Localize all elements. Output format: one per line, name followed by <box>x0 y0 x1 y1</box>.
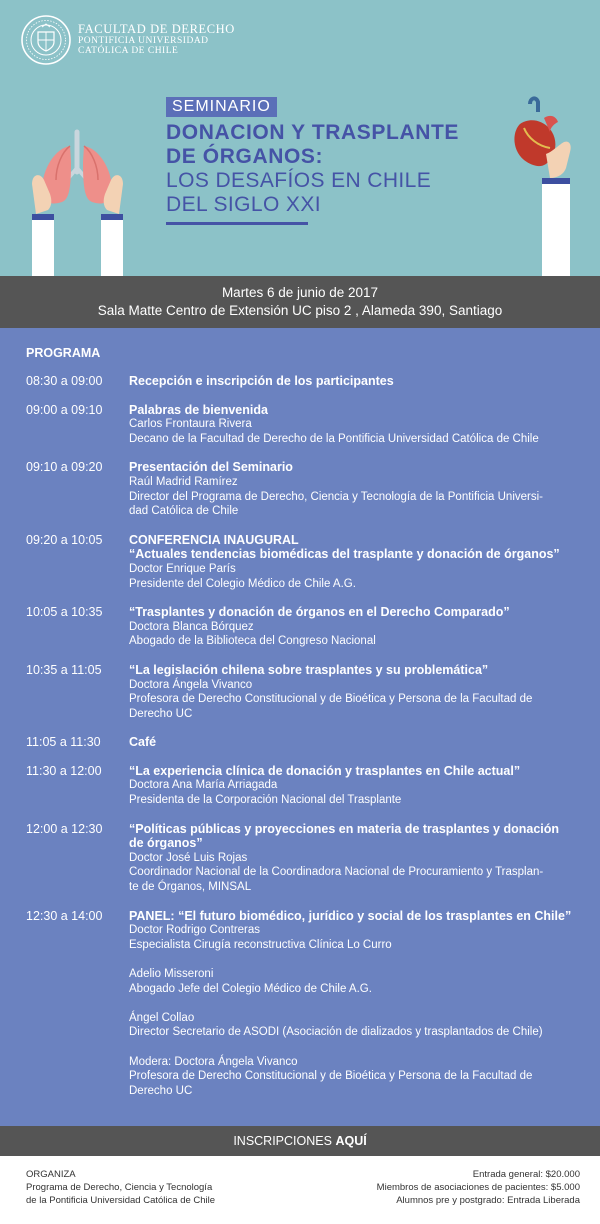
seminar-tag: SEMINARIO <box>166 97 277 117</box>
program-line: Modera: Doctora Ángela Vivanco <box>129 1055 298 1068</box>
footer-organizer <box>26 1168 215 1207</box>
program-line: Doctora Ángela Vivanco <box>129 678 253 691</box>
logo-line-3: CATÓLICA DE CHILE <box>78 45 179 56</box>
footer-price-line: Alumnos pre y postgrado: Entrada Liberada <box>396 1195 580 1206</box>
event-venue: Sala Matte Centro de Extensión UC piso 2 , Alameda 390, Santiago <box>97 303 503 318</box>
program-details <box>129 605 574 649</box>
program-details <box>129 403 574 447</box>
program-details <box>129 735 574 750</box>
lungs-illustration-icon <box>30 128 125 276</box>
title-line-2: DE ÓRGANOS: <box>166 145 324 168</box>
program-title: PANEL: “El futuro biomédico, jurídico y social de los trasplantes en Chile” <box>129 908 572 923</box>
program-heading: PROGRAMA <box>26 346 101 360</box>
registration-bar[interactable] <box>0 1126 600 1156</box>
program-subtitle: “Actuales tendencias biomédicas del trasplante y donación de órganos” <box>129 547 560 562</box>
program-time: 09:10 a 09:20 <box>26 460 103 475</box>
program-details <box>129 822 574 895</box>
program-line: Abogado de la Biblioteca del Congreso Nacional <box>129 635 376 648</box>
program-title: “La legislación chilena sobre trasplantes y su problemática” <box>129 662 489 677</box>
program-title: Presentación del Seminario <box>129 460 293 475</box>
program-title: Recepción e inscripción de los participantes <box>129 374 394 388</box>
program-details <box>129 663 574 721</box>
program-item <box>26 403 574 447</box>
program-item <box>26 460 574 518</box>
program-spacer <box>129 996 574 1011</box>
program-line: te de Órganos, MINSAL <box>129 881 252 894</box>
program-item <box>26 374 574 389</box>
program-line: Director Secretario de ASODI (Asociación de dializados y trasplantados de Chile) <box>129 1026 543 1039</box>
program-section <box>0 328 600 1126</box>
footer-left-line: de la Pontificia Universidad Católica de Chile <box>26 1195 216 1206</box>
program-time: 08:30 a 09:00 <box>26 374 103 388</box>
seminar-title-block <box>166 97 459 225</box>
footer-left-line: ORGANIZA <box>26 1169 76 1180</box>
program-line: Adelio Misseroni <box>129 968 214 980</box>
program-line: Derecho UC <box>129 707 193 720</box>
program-line: Raúl Madrid Ramírez <box>129 475 238 488</box>
title-underline <box>166 222 308 225</box>
logo-line-1: FACULTAD DE DERECHO <box>78 22 235 37</box>
program-subtitle: de órganos” <box>129 836 203 851</box>
program-details <box>129 909 574 1099</box>
program-details <box>129 374 574 389</box>
program-line: Director del Programa de Derecho, Ciencia y Tecnología de la Pontificia Universi- <box>129 490 543 503</box>
footer-prices <box>377 1168 580 1207</box>
program-line: Doctora Ana María Arriagada <box>129 779 278 792</box>
program-item <box>26 764 574 808</box>
program-details <box>129 533 574 591</box>
program-spacer <box>129 952 574 967</box>
program-line: Abogado Jefe del Colegio Médico de Chile A.G. <box>129 982 372 995</box>
program-line: Doctora Blanca Bórquez <box>129 620 254 633</box>
program-time: 12:30 a 14:00 <box>26 908 103 923</box>
program-details <box>129 764 574 808</box>
program-time: 11:05 a 11:30 <box>26 735 101 750</box>
footer-price-line: Miembros de asociaciones de pacientes: $5.000 <box>376 1182 580 1193</box>
program-time: 10:05 a 10:35 <box>26 605 103 620</box>
program-line: dad Católica de Chile <box>129 505 239 518</box>
program-line: Decano de la Facultad de Derecho de la Pontificia Universidad Católica de Chile <box>129 432 539 445</box>
footer-left-line: Programa de Derecho, Ciencia y Tecnología <box>26 1182 213 1193</box>
university-logo <box>20 14 235 66</box>
title-line-1: DONACION Y TRASPLANTE <box>166 121 460 144</box>
program-title: Café <box>129 735 157 750</box>
program-line: Presidente del Colegio Médico de Chile A.G. <box>129 577 356 590</box>
program-time: 09:20 a 10:05 <box>26 532 103 547</box>
program-title: “Trasplantes y donación de órganos en el Derecho Comparado” <box>129 605 510 620</box>
program-title: “La experiencia clínica de donación y trasplantes en Chile actual” <box>129 763 521 778</box>
program-spacer <box>129 1040 574 1055</box>
program-time: 12:00 a 12:30 <box>26 821 103 836</box>
program-item <box>26 605 574 649</box>
program-title: Palabras de bienvenida <box>129 402 268 417</box>
program-line: Doctor Enrique París <box>129 562 236 575</box>
program-line: Especialista Cirugía reconstructiva Clínica Lo Curro <box>129 938 392 951</box>
footer-price-line: Entrada general: $20.000 <box>472 1169 580 1180</box>
program-time: 09:00 a 09:10 <box>26 402 103 417</box>
program-line: Presidenta de la Corporación Nacional del Trasplante <box>129 794 402 807</box>
program-item <box>26 822 574 895</box>
program-line: Carlos Frontaura Rivera <box>129 418 252 431</box>
program-item <box>26 533 574 591</box>
footer <box>0 1156 600 1224</box>
university-seal-icon <box>20 14 72 66</box>
program-line: Ángel Collao <box>129 1011 195 1024</box>
program-line: Profesora de Derecho Constitucional y de Bioética y Persona de la Facultad de <box>129 1070 533 1083</box>
program-list <box>26 374 574 1098</box>
program-time: 11:30 a 12:00 <box>26 763 102 778</box>
logo-line-2: PONTIFICIA UNIVERSIDAD <box>78 35 209 46</box>
program-item <box>26 735 574 750</box>
event-date: Martes 6 de junio de 2017 <box>221 285 379 300</box>
registration-link[interactable]: AQUÍ <box>335 1134 367 1148</box>
program-line: Doctor José Luis Rojas <box>129 851 248 864</box>
header-banner <box>0 0 600 276</box>
registration-prefix: INSCRIPCIONES <box>233 1134 332 1148</box>
program-item <box>26 663 574 721</box>
program-line: Coordinador Nacional de la Coordinadora Nacional de Procuramiento y Trasplan- <box>129 866 544 879</box>
title-line-3: LOS DESAFÍOS EN CHILE <box>166 169 432 192</box>
date-venue-bar <box>0 276 600 328</box>
program-details <box>129 460 574 518</box>
program-line: Doctor Rodrigo Contreras <box>129 924 261 937</box>
program-title: “Políticas públicas y proyecciones en materia de trasplantes y donación <box>129 821 560 836</box>
heart-illustration-icon <box>510 94 574 276</box>
program-line: Profesora de Derecho Constitucional y de Bioética y Persona de la Facultad de <box>129 693 533 706</box>
program-title: CONFERENCIA INAUGURAL <box>129 532 299 547</box>
program-line: Derecho UC <box>129 1084 193 1097</box>
title-line-4: DEL SIGLO XXI <box>166 193 321 216</box>
program-item <box>26 909 574 1099</box>
program-time: 10:35 a 11:05 <box>26 662 102 677</box>
